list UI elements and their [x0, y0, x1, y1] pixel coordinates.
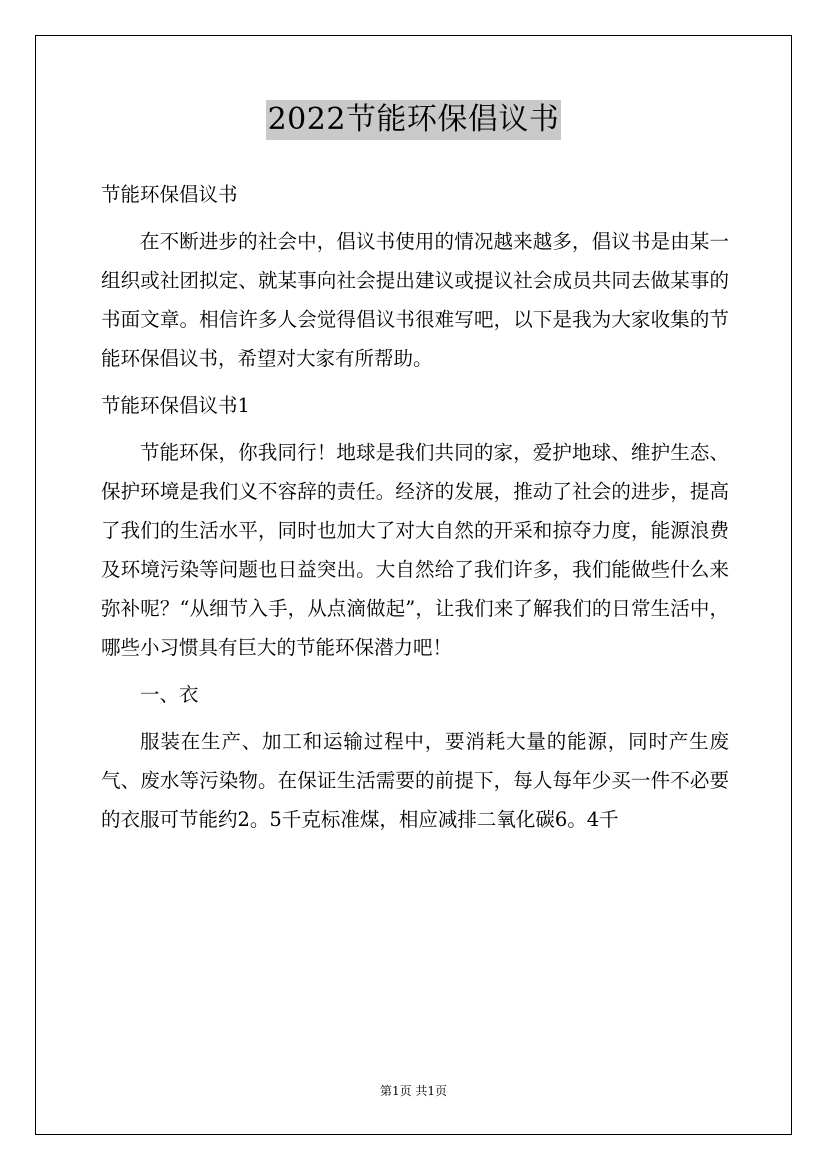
section-heading: 节能环保倡议书1	[101, 394, 250, 417]
document-body	[101, 175, 729, 839]
page-footer: 第1页 共1页	[379, 1084, 448, 1098]
body-paragraph: 服装在生产、加工和运输过程中，要消耗大量的能源，同时产生废气、废水等污染物。在保证生活需要的前提下，每人每年少买一件不必要的衣服可节能约2。5千克标准煤，相应减排二氧化碳6。4千	[101, 730, 729, 831]
title-container	[0, 100, 827, 140]
item-heading: 一、衣	[140, 683, 199, 706]
document-subtitle: 节能环保倡议书	[101, 183, 238, 206]
body-paragraph: 节能环保，你我同行！地球是我们共同的家，爱护地球、维护生态、保护环境是我们义不容辞的责任。经济的发展，推动了社会的进步，提高了我们的生活水平，同时也加大了对大自然的开采和掠夺力度，能源浪费及环境污染等问题也日益突出。大自然给了我们许多，我们能做些什么来弥补呢？“从细节入手，从点滴做起”，让我们来了解我们的日常生活中，哪些小习惯具有巨大的节能环保潜力吧！	[101, 441, 729, 659]
document-title: 2022节能环保倡议书	[266, 100, 562, 140]
intro-paragraph: 在不断进步的社会中，倡议书使用的情况越来越多，倡议书是由某一组织或社团拟定、就某事向社会提出建议或提议社会成员共同去做某事的书面文章。相信许多人会觉得倡议书很难写吧，以下是我为大家收集的节能环保倡议书，希望对大家有所帮助。	[101, 230, 729, 370]
